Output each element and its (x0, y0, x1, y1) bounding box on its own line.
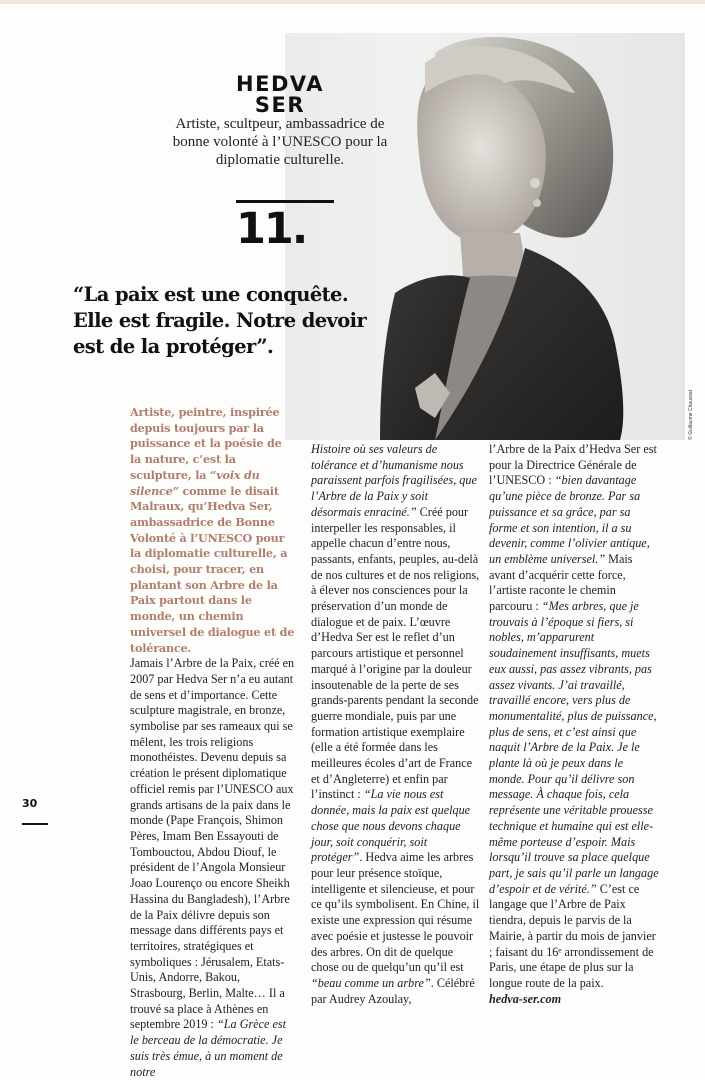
profile-number: 11. (236, 204, 307, 254)
body-paragraph: Histoire où ses valeurs de tolérance et d’humanisme nous paraissent parfois fragilisées, que l’Arbre de la Paix y soit désormais enraciné.” Créé pour interpeller les responsables, il appelle chacun d’entre nous, passants, enfants, peuples, au-delà de nos cultures et de nos religions, à élever nos consciences pour la préservation d’un monde de dialogue et de paix. L’œuvre d’Hedva Ser est le reflet d’un parcours artistique et personnel marqué à l’origine par la douleur insoutenable de la perte de ses grands-parents pendant la seconde guerre mondiale, puis par une formation artistique exemplaire (elle a été formée dans les meilleures écoles d’art de France et d’Angleterre) et enfin par l’instinct : “La vie nous est donnée, mais la paix est quelque chose que nous devons chaque jour, soit conquérir, soit protéger”. Hedva aime les arbres pour leur présence stoïque, intelligente et silencieuse, et pour ce qu’ils symbolisent. En Chine, il existe une expression qui résume avec poésie et justesse le pouvoir des arbres. On dit de quelque chose ou de quelqu’un qu’il est “beau comme un arbre”. Célébré par Audrey Azoulay, (311, 442, 480, 1006)
name-last: SER (254, 93, 306, 117)
pull-quote: “La paix est une conquête. Elle est fragile. Notre devoir est de la protéger”. (73, 283, 367, 358)
article-column-3 (489, 442, 659, 1007)
page-number: 30 (22, 797, 38, 810)
photo-credit: © Guillaume Chaussat (688, 389, 694, 440)
page-number-rule (22, 823, 48, 825)
name-first: HEDVA (236, 72, 324, 96)
article-column-2 (311, 442, 481, 1007)
body-paragraph: Jamais l’Arbre de la Paix, créé en 2007 par Hedva Ser n’a eu autant de sens et d’importance. Cette sculpture magistrale, en bronze, symbolise par ses rameaux qui se mêlent, les trois religions monothéistes. Devenu depuis sa création le présent diplomatique officiel remis par l’UNESCO aux grands artisans de la paix dans le monde (Pape François, Shimon Pères, Imam Ben Essayouti de Tombouctou, Abdou Diouf, le président de l’Angola Monsieur Joao Lourenço ou encore Sheikh Hassina du Bangladesh), l’Arbre de la Paix délivre depuis son message dans différents pays et territoires, stratégiques et symboliques : Jérusalem, Etats-Unis, Andorre, Bakou, Strasbourg, Berlin, Malte… Il a trouvé sa place à Athènes en septembre 2019 : “La Grèce est le berceau de la démocratie. Je suis très émue, à un moment de notre (130, 656, 295, 1079)
article-column-1 (130, 405, 295, 1080)
profile-name (120, 74, 380, 116)
profile-subtitle: Artiste, scultpeur, ambassadrice de bonne volonté à l’UNESCO pour la diplomatie culturelle. (172, 116, 388, 168)
page-top-edge (0, 0, 705, 4)
lead-paragraph: Artiste, peintre, inspirée depuis toujours par la puissance et la poésie de la nature, c’est la sculpture, la “voix du silence” comme le disait Malraux, qu’Hedva Ser, ambassadrice de Bonne Volonté à l’UNESCO pour la diplomatie culturelle, a choisi, pour tracer, en plantant son Arbre de la Paix partout dans le monde, un chemin universel de dialogue et de tolérance. (130, 405, 295, 655)
body-paragraph: l’Arbre de la Paix d’Hedva Ser est pour la Directrice Générale de l’UNESCO : “bien davantage qu’une pièce de bronze. Par sa puissance et sa grâce, par sa forme et son intention, il a su devenir, comme l’olivier antique, un emblème universel.” Mais avant d’acquérir cette force, l’artiste raconte le chemin parcouru : “Mes arbres, que je trouvais à l’époque si fiers, si nobles, m’apparurent soudainement insuffisants, muets eux aussi, pas assez vibrants, pas assez vivants. J’ai travaillé, travaillé encore, vers plus de monumentalité, plus de puissance, plus de sens, et c’est ainsi que naquit l’Arbre de la Paix. Je le plante là où je peux dans le monde. Pour qu’il délivre son message. À chaque fois, cela représente une véritable prouesse technique et humaine qui est elle-même porteuse d’espoir. Mais lorsqu’il trouve sa place quelque part, je sais qu’il parle un langage d’espoir et de vérité.” C’est ce langage que l’Arbre de Paix tiendra, depuis le parvis de la Mairie, à partir du mois de janvier ; faisant du 16ᵉ arrondissement de Paris, une étape de plus sur la longue route de la paix. (489, 442, 659, 990)
header-divider (236, 200, 334, 203)
website-link[interactable]: hedva-ser.com (489, 991, 562, 1006)
earring-shape (530, 178, 540, 188)
